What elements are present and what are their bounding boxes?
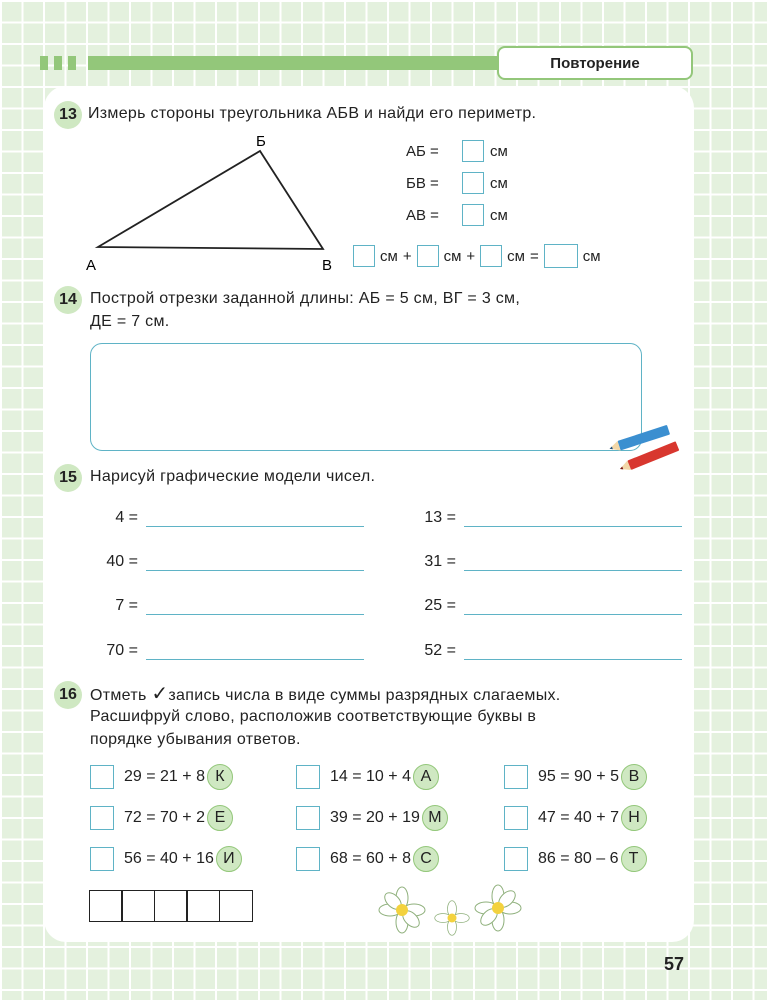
measure-ab-row — [406, 140, 508, 162]
option-letter: К — [207, 764, 233, 790]
option-equation: 39 = 20 + 19 — [330, 809, 420, 826]
option-letter: М — [422, 805, 448, 831]
task-15-number: 15 — [54, 464, 82, 492]
task-13-text: Измерь стороны треугольника АБВ и найди его периметр. — [88, 105, 537, 122]
task-16-text-line2: Расшифруй слово, расположив соответствующие буквы в — [90, 708, 537, 725]
model-answer-line[interactable] — [146, 641, 364, 660]
section-title: Повторение — [497, 46, 693, 80]
option-e — [90, 805, 233, 831]
option-checkbox[interactable] — [90, 765, 114, 789]
model-row-31 — [408, 552, 682, 571]
option-checkbox[interactable] — [90, 847, 114, 871]
model-row-52 — [408, 641, 682, 660]
answer-word-boxes — [90, 890, 253, 922]
option-v — [504, 764, 647, 790]
option-equation: 56 = 40 + 16 — [124, 850, 214, 867]
model-answer-line[interactable] — [464, 552, 682, 571]
model-row-40 — [90, 552, 364, 571]
perimeter-result-input[interactable] — [544, 244, 578, 268]
header-bar — [88, 56, 503, 70]
model-label: 13 = — [424, 509, 456, 526]
task-16-instruction: запись числа в виде суммы разрядных слагаемых. — [168, 687, 561, 704]
option-n — [504, 805, 647, 831]
perimeter-unit: см — [380, 247, 398, 265]
measure-bv-row — [406, 172, 508, 194]
answer-letter-box[interactable] — [154, 890, 188, 922]
model-label: 40 = — [106, 553, 138, 570]
checkmark-icon: ✓ — [151, 683, 169, 705]
answer-letter-box[interactable] — [186, 890, 220, 922]
measure-av-label: АВ = — [406, 206, 439, 224]
vertex-v-label: В — [322, 257, 333, 274]
option-equation: 47 = 40 + 7 — [538, 809, 619, 826]
measure-av-input[interactable] — [462, 204, 484, 226]
plus-sign: + — [466, 247, 476, 265]
perimeter-term-3-input[interactable] — [480, 245, 502, 267]
model-answer-line[interactable] — [464, 641, 682, 660]
option-checkbox[interactable] — [504, 765, 528, 789]
option-checkbox[interactable] — [504, 806, 528, 830]
measure-av-unit: см — [490, 206, 508, 224]
pencils-icon — [606, 420, 686, 476]
option-letter: С — [413, 846, 439, 872]
plus-sign: + — [402, 247, 412, 265]
option-equation: 86 = 80 – 6 — [538, 850, 619, 867]
option-equation: 14 = 10 + 4 — [330, 768, 411, 785]
measure-ab-input[interactable] — [462, 140, 484, 162]
model-answer-line[interactable] — [464, 596, 682, 615]
task-16-text-line1 — [90, 683, 561, 707]
measure-ab-unit: см — [490, 142, 508, 160]
option-checkbox[interactable] — [90, 806, 114, 830]
triangle-abv — [98, 151, 323, 249]
page-number: 57 — [664, 954, 685, 974]
vertex-a-label: А — [86, 257, 97, 274]
option-equation: 29 = 21 + 8 — [124, 768, 205, 785]
model-answer-line[interactable] — [464, 508, 682, 527]
header-decoration — [40, 56, 76, 70]
task-16-text-line3: порядке убывания ответов. — [90, 731, 301, 748]
model-label: 52 = — [424, 642, 456, 659]
measure-bv-unit: см — [490, 174, 508, 192]
option-equation: 68 = 60 + 8 — [330, 850, 411, 867]
measure-av-row — [406, 204, 508, 226]
model-label: 31 = — [424, 553, 456, 570]
option-letter: И — [216, 846, 242, 872]
option-t — [504, 846, 647, 872]
task-16-mark-word: Отметь — [90, 687, 147, 704]
drawing-area[interactable] — [90, 343, 642, 451]
option-equation: 72 = 70 + 2 — [124, 809, 205, 826]
task-14-number: 14 — [54, 286, 82, 314]
perimeter-unit: см — [582, 247, 601, 265]
model-label: 4 = — [115, 509, 138, 526]
answer-letter-box[interactable] — [121, 890, 155, 922]
model-answer-line[interactable] — [146, 508, 364, 527]
perimeter-row — [353, 244, 601, 268]
answer-letter-box[interactable] — [89, 890, 123, 922]
model-row-13 — [408, 508, 682, 527]
model-row-70 — [90, 641, 364, 660]
task-14-text-line1: Построй отрезки заданной длины: АБ = 5 см, ВГ = 3 см, — [90, 290, 521, 307]
model-answer-line[interactable] — [146, 596, 364, 615]
model-row-7 — [90, 596, 364, 615]
task-13-number: 13 — [54, 101, 82, 129]
measure-bv-label: БВ = — [406, 174, 439, 192]
perimeter-unit: см — [507, 247, 525, 265]
option-checkbox[interactable] — [296, 806, 320, 830]
option-s — [296, 846, 439, 872]
model-label: 70 = — [106, 642, 138, 659]
vertex-b-label: Б — [256, 133, 266, 150]
model-row-4 — [90, 508, 364, 527]
task-14-text-line2: ДЕ = 7 см. — [90, 313, 170, 330]
option-k — [90, 764, 233, 790]
perimeter-term-2-input[interactable] — [417, 245, 439, 267]
option-letter: Е — [207, 805, 233, 831]
perimeter-unit: см — [443, 247, 462, 265]
equals-sign: = — [529, 247, 539, 265]
model-answer-line[interactable] — [146, 552, 364, 571]
option-letter: Н — [621, 805, 647, 831]
measure-bv-input[interactable] — [462, 172, 484, 194]
task-16-number: 16 — [54, 681, 82, 709]
option-equation: 95 = 90 + 5 — [538, 768, 619, 785]
option-i — [90, 846, 242, 872]
model-label: 25 = — [424, 597, 456, 614]
model-row-25 — [408, 596, 682, 615]
option-letter: Т — [621, 846, 647, 872]
model-label: 7 = — [115, 597, 138, 614]
option-checkbox[interactable] — [296, 765, 320, 789]
daisies-icon — [376, 880, 526, 940]
option-letter: В — [621, 764, 647, 790]
option-letter: А — [413, 764, 439, 790]
option-checkbox[interactable] — [296, 847, 320, 871]
task-15-text: Нарисуй графические модели чисел. — [90, 468, 376, 485]
measure-ab-label: АБ = — [406, 142, 439, 160]
answer-letter-box[interactable] — [219, 890, 253, 922]
triangle-figure — [80, 130, 350, 275]
option-m — [296, 805, 448, 831]
option-a — [296, 764, 439, 790]
option-checkbox[interactable] — [504, 847, 528, 871]
perimeter-term-1-input[interactable] — [353, 245, 375, 267]
